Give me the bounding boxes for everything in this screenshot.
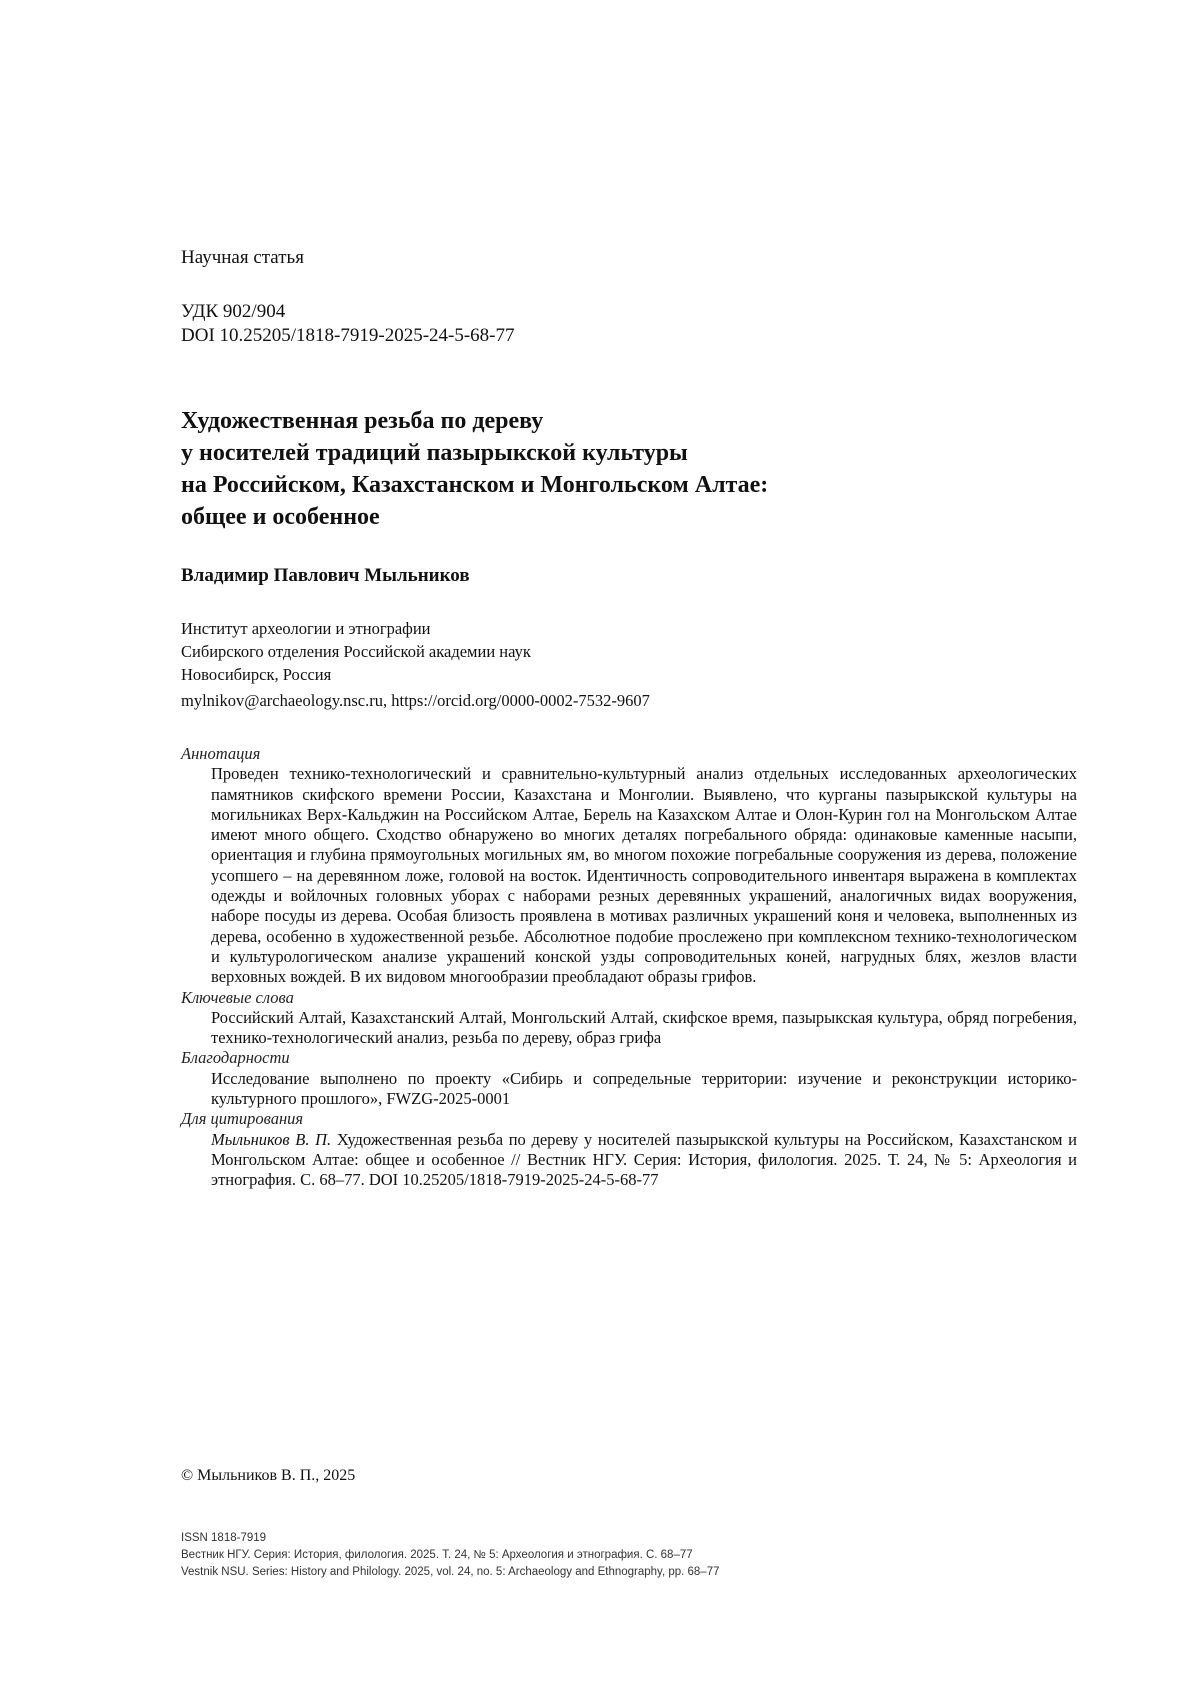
abstract-label: Аннотация (181, 744, 1077, 764)
article-title (181, 405, 768, 533)
identifiers (181, 300, 515, 348)
udk-code: УДК 902/904 (181, 300, 515, 324)
author-contact: mylnikov@archaeology.nsc.ru, https://orcid.org/0000-0002-7532-9607 (181, 689, 650, 712)
title-line: на Российском, Казахстанском и Монгольском Алтае: (181, 469, 768, 501)
abstract-text: Проведен технико-технологический и сравнительно-культурный анализ отдельных исследованных археологических памятников скифского времени России, Казахстана и Монголии. Выявлено, что курганы пазырыкской культуры на могильниках Верх-Кальджин на Российском Алтае, Берель на Казахском Алтае и Олон-Курин гол на Монгольском Алтае имеют много общего. Сходство обнаружено во многих деталях погребального обряда: одинаковые каменные насыпи, ориентация и глубина прямоугольных могильных ям, во многом похожие погребальные сооружения из дерева, положение усопшего – на деревянном ложе, головой на восток. Идентичность сопроводительного инвентаря выражена в комплектах одежды и войлочных головных уборах с наборами резных деревянных украшений, аналогичных видах вооружения, наборе посуды из дерева. Особая близость проявлена в мотивах различных украшений коня и человека, выполненных из дерева, особенно в художественной резьбе. Абсолютное подобие прослежено при комплексном технико-технологическом и культурологическом анализе украшений конской узды сопроводительных коней, нагрудных блях, жезлов власти верховных вождей. В их видовом многообразии преобладают образы грифов. (181, 764, 1077, 987)
affiliation-line: Сибирского отделения Российской академии наук (181, 640, 650, 663)
title-line: общее и особенное (181, 501, 768, 533)
article-first-page (181, 0, 1077, 1697)
author-name: Владимир Павлович Мыльников (181, 565, 470, 587)
journal-ref-ru: Вестник НГУ. Серия: История, филология. 2025. Т. 24, № 5: Археология и этнография. С. 68–77 (181, 1547, 720, 1564)
article-type: Научная статья (181, 247, 304, 269)
keywords-label: Ключевые слова (181, 988, 1077, 1008)
copyright-notice: © Мыльников В. П., 2025 (181, 1467, 355, 1485)
citation-text: Художественная резьба по дереву у носителей пазырыкской культуры на Российском, Казахстанском и Монгольском Алтае: общее и особенное // Вестник НГУ. Серия: История, филология. 2025. Т. 24, № 5: Археология и этнография. С. 68–77. DOI 10.25205/1818-7919-2025-24-5-68-77 (211, 1130, 1077, 1190)
affiliation-line: Новосибирск, Россия (181, 663, 650, 686)
author-affiliation (181, 617, 650, 712)
citation-block (181, 1130, 1077, 1191)
title-line: у носителей традиций пазырыкской культуры (181, 437, 768, 469)
citation-label: Для цитирования (181, 1109, 1077, 1129)
article-metadata (181, 744, 1077, 1191)
journal-ref-en: Vestnik NSU. Series: History and Philology. 2025, vol. 24, no. 5: Archaeology and Ethnography, pp. 68–77 (181, 1564, 720, 1581)
affiliation-line: Институт археологии и этнографии (181, 617, 650, 640)
title-line: Художественная резьба по дереву (181, 405, 768, 437)
page-footer (181, 1530, 720, 1581)
acknowledgments-text: Исследование выполнено по проекту «Сибирь и сопредельные территории: изучение и реконструкции историко-культурного прошлого», FWZG-2025-0001 (181, 1069, 1077, 1110)
acknowledgments-label: Благодарности (181, 1048, 1077, 1068)
doi-code: DOI 10.25205/1818-7919-2025-24-5-68-77 (181, 324, 515, 348)
issn: ISSN 1818-7919 (181, 1530, 720, 1547)
citation-author: Мыльников В. П. (211, 1130, 331, 1149)
keywords-text: Российский Алтай, Казахстанский Алтай, Монгольский Алтай, скифское время, пазырыкская культура, обряд погребения, технико-технологический анализ, резьба по дереву, образ грифа (181, 1008, 1077, 1049)
